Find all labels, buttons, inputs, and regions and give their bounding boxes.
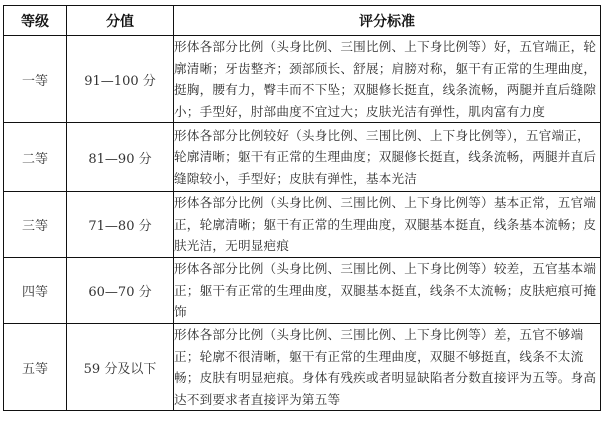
table-row <box>4 258 601 324</box>
criteria-cell: 形体各部分比例（头身比例、三围比例、上下身比例等）好，五官端正，轮廓清晰；牙齿整齐；颈部颀长、舒展；肩膀对称，躯干有正常的生理曲度，挺胸，腰有力，臀丰而不下坠；双腿修长挺直，线条流畅，两腿并直后缝隙小；手型好，肘部曲度不宜过大；皮肤光洁有弹性，肌肉富有力度 <box>174 36 601 123</box>
level-cell: 二等 <box>4 123 67 192</box>
criteria-cell: 形体各部分比例较好（头身比例、三围比例、上下身比例等），五官端正，轮廓清晰；躯干有正常的生理曲度；双腿修长挺直，线条流畅，两腿并直后缝隙较小，手型好；皮肤有弹性，基本光洁 <box>174 123 601 192</box>
level-cell: 四等 <box>4 258 67 324</box>
header-score: 分值 <box>67 6 174 36</box>
score-cell: 71—80 分 <box>67 192 174 258</box>
header-criteria: 评分标准 <box>174 6 601 36</box>
level-cell: 五等 <box>4 324 67 411</box>
score-cell: 59 分及以下 <box>67 324 174 411</box>
table-row <box>4 192 601 258</box>
criteria-cell: 形体各部分比例（头身比例、三围比例、上下身比例等）基本正常，五官端正，轮廓清晰；躯干有正常的生理曲度，双腿基本挺直，线条基本流畅；皮肤光洁，无明显疤痕 <box>174 192 601 258</box>
level-cell: 三等 <box>4 192 67 258</box>
score-cell: 81—90 分 <box>67 123 174 192</box>
score-cell: 60—70 分 <box>67 258 174 324</box>
table-row <box>4 324 601 411</box>
criteria-cell: 形体各部分比例（头身比例、三围比例、上下身比例等）较差，五官基本端正；躯干有正常的生理曲度，双腿基本挺直，线条不太流畅；皮肤疤痕可掩饰 <box>174 258 601 324</box>
table-row <box>4 123 601 192</box>
criteria-cell: 形体各部分比例（头身比例、三围比例、上下身比例等）差，五官不够端正；轮廓不很清晰，躯干有正常的生理曲度，双腿不够挺直，线条不太流畅；皮肤有明显疤痕。身体有残疾或者明显缺陷者分数直接评为五等。身高达不到要求者直接评为第五等 <box>174 324 601 411</box>
header-level: 等级 <box>4 6 67 36</box>
grading-criteria-table <box>3 5 601 411</box>
level-cell: 一等 <box>4 36 67 123</box>
table-row <box>4 36 601 123</box>
score-cell: 91—100 分 <box>67 36 174 123</box>
header-row <box>4 6 601 36</box>
